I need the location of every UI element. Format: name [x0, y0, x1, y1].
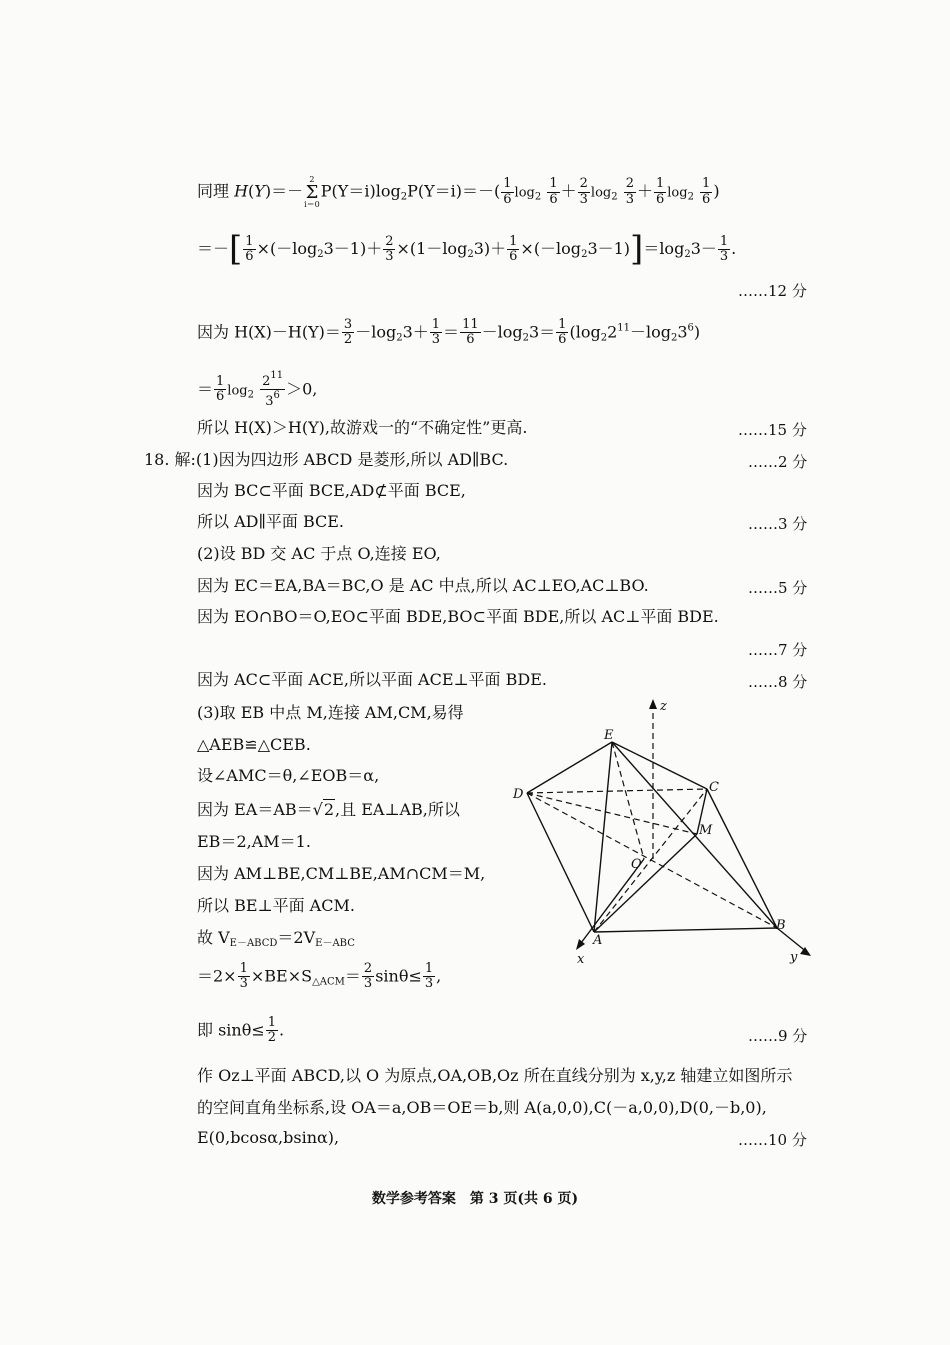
edge-AM [594, 834, 697, 932]
text-line: 作 Oz⊥平面 ABCD,以 O 为原点,OA,OB,Oz 所在直线分别为 x,y,z 轴建立如图所示 [197, 1066, 793, 1085]
text-line: 所以 BE⊥平面 ACM. [197, 896, 355, 915]
score-mark: ……15 分 [738, 421, 807, 439]
conclusion-line: 所以 H(X)＞H(Y),故游戏一的“不确定性”更高. [197, 418, 528, 437]
label-D: D [513, 787, 524, 802]
text-line: EB＝2,AM＝1. [197, 832, 311, 851]
edge-DE [527, 742, 612, 793]
axis-x-arrow [576, 939, 585, 950]
label-E: E [604, 728, 614, 743]
edge-EC [612, 742, 707, 789]
diag-DB [527, 793, 777, 928]
edge-EB [612, 742, 777, 928]
text-line: 因为 EO∩BO＝O,EO⊂平面 BDE,BO⊂平面 BDE,所以 AC⊥平面 BDE. [197, 607, 719, 626]
label-C: C [709, 780, 719, 795]
entropy-y-line: 同理 H(Y)＝－ 2 Σ i＝0 $P(Y=i)\log_2P(Y=i)=-$( $\frac{1}{6}$ $\log_2$ $\frac{1}{6}$ ＋ $\frac{2}{3}$ $\log_2$ $\frac{2}{3}$ ＋ $\frac{1}{6}$ $\log_2$ $\frac{1}{6}$ ) [197, 175, 720, 209]
edge-DA [527, 793, 594, 932]
volume-line: 故 $V_{E-ABCD}=2V_{E-ABC}$ [197, 928, 355, 949]
label-M: M [699, 823, 713, 838]
segment-DM [527, 793, 697, 834]
problem-18-heading: 18. 解:(1)因为四边形 ABCD 是菱形,所以 AD∥BC. [144, 450, 509, 469]
entropy-difference-result: ＝ $\frac{1}{6}$ $\log_2$ $\frac{2^{11}}{3^6}$ ＞0, [197, 370, 318, 410]
axis-z-arrow [649, 699, 657, 709]
entropy-y-expansion: ＝－[ $\frac{1}{6}$ $\times(-\log_23-1)+$ $\frac{2}{3}$ $\times(1-\log_23)+$ $\frac{1}{6}$ $\times(-\log_23-1)]=\log_23-$ $\frac{1}{3}$ . [197, 229, 737, 269]
edge-AB [594, 928, 777, 932]
label-B: B [776, 918, 786, 933]
sine-bound-line: 即 sinθ≤ $\frac{1}{2}$ . [197, 1015, 285, 1046]
label-x: x [577, 952, 585, 967]
text-line: 因为 BC⊂平面 BCE,AD⊄平面 BCE, [197, 481, 466, 500]
label-z: z [660, 699, 667, 714]
score-mark: ……9 分 [748, 1027, 808, 1045]
label-y: y [790, 950, 798, 965]
text-line: (2)设 BD 交 AC 于点 O,连接 EO, [197, 544, 441, 563]
score-mark: ……3 分 [748, 515, 808, 533]
score-mark: ……8 分 [748, 673, 808, 691]
label-A: A [593, 933, 603, 948]
score-mark: ……10 分 [738, 1131, 807, 1149]
text-line: 所以 AD∥平面 BCE. [197, 512, 345, 531]
volume-formula-line: ＝2× $\frac{1}{3}$ $\times BE\times S_{\triangle ACM}=$ $\frac{2}{3}$ sinθ≤ $\frac{1}{3}$ , [197, 961, 442, 992]
text-line: 因为 AM⊥BE,CM⊥BE,AM∩CM＝M, [197, 864, 486, 883]
label-O: O [631, 857, 642, 872]
diag-AC [594, 789, 707, 932]
score-mark: ……2 分 [748, 453, 808, 471]
axis-x [578, 859, 644, 947]
text-line: △AEB≌△CEB. [197, 735, 311, 754]
score-mark: ……5 分 [748, 579, 808, 597]
text-line: E(0,bcosα,bsinα), [197, 1128, 340, 1147]
edge-CB [707, 789, 777, 928]
text-line: (3)取 EB 中点 M,连接 AM,CM,易得 [197, 703, 464, 722]
text-line: 设∠AMC＝θ,∠EOB＝α, [197, 766, 380, 785]
pyramid-figure [500, 695, 820, 970]
text-line: 因为 EC＝EA,BA＝BC,O 是 AC 中点,所以 AC⊥EO,AC⊥BO. [197, 576, 649, 595]
text-line: 因为 AC⊂平面 ACE,所以平面 ACE⊥平面 BDE. [197, 670, 547, 689]
page-footer: 数学参考答案 第 3 页(共 6 页) [371, 1191, 579, 1207]
score-mark: ……7 分 [748, 641, 808, 659]
summation: 2 Σ i＝0 [304, 175, 320, 209]
entropy-difference-line: 因为 H(X)－H(Y)＝ $\frac{3}{2}$ $-\log_23+$ $\frac{1}{3}$ ＝ $\frac{11}{6}$ $-\log_23=$ $\frac{1}{6}$ $(\log_22^{11}-\log_23^6)$ [197, 317, 701, 348]
text-line: 因为 EA＝AB＝√2,且 EA⊥AB,所以 [197, 800, 460, 819]
score-mark: ……12 分 [738, 282, 807, 300]
edge-DC [527, 789, 707, 793]
text-line: 的空间直角坐标系,设 OA＝a,OB＝OE＝b,则 A(a,0,0),C(－a,0,0),D(0,－b,0), [197, 1098, 767, 1117]
